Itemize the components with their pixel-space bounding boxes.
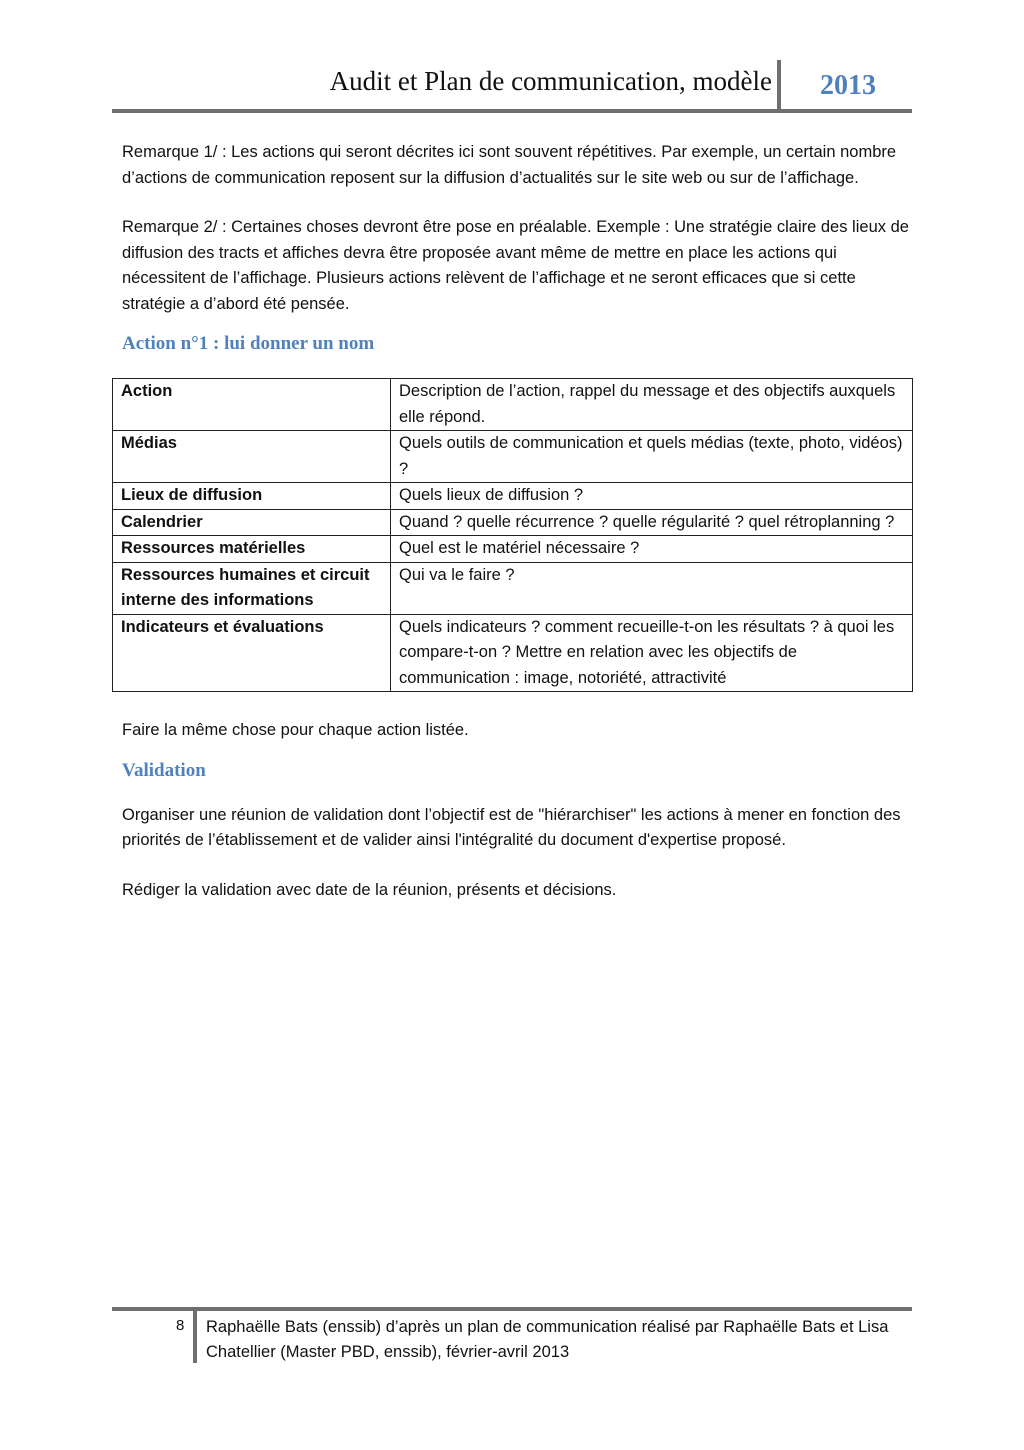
- footer-credits: Raphaëlle Bats (enssib) d’après un plan de communication réalisé par Raphaëlle Bats et Lisa Chatellier (Master PBD, enssib), février-avril 2013: [206, 1318, 889, 1361]
- validation-paragraph-2: Rédiger la validation avec date de la réunion, présents et décisions.: [122, 880, 617, 899]
- remark-1: Remarque 1/ : Les actions qui seront décrites ici sont souvent répétitives. Par exemple, un certain nombre d’actions de communication reposent sur la diffusion d’actualités sur le site web ou sur de l’affichage.: [122, 143, 897, 187]
- row-value: Quel est le matériel nécessaire ?: [391, 536, 913, 563]
- row-label: Médias: [113, 431, 391, 483]
- row-label: Indicateurs et évaluations: [113, 614, 391, 692]
- row-value: Description de l’action, rappel du message et des objectifs auxquels elle répond.: [391, 379, 913, 431]
- document-title: Audit et Plan de communication, modèle: [329, 66, 772, 96]
- header-divider: [777, 60, 781, 112]
- document-year: 2013: [820, 70, 876, 101]
- page-footer: [112, 1307, 912, 1367]
- row-value: Qui va le faire ?: [391, 562, 913, 614]
- row-value: Quels indicateurs ? comment recueille-t-on les résultats ? à quoi les compare-t-on ? Mettre en relation avec les objectifs de communication : image, notoriété, attractivité: [391, 614, 913, 692]
- validation-paragraph-1: Organiser une réunion de validation dont l’objectif est de "hiérarchiser" les actions à mener en fonction des priorités de l’établissement et de valider ainsi l'intégralité du document d'expertise proposé.: [122, 805, 901, 849]
- page-number: 8: [176, 1317, 185, 1334]
- action-table: [112, 378, 913, 692]
- table-row: [113, 483, 913, 510]
- page-header: [112, 60, 912, 112]
- table-row: [113, 509, 913, 536]
- row-label: Ressources humaines et circuit interne des informations: [113, 562, 391, 614]
- row-value: Quand ? quelle récurrence ? quelle régularité ? quel rétroplanning ?: [391, 509, 913, 536]
- row-value: Quels lieux de diffusion ?: [391, 483, 913, 510]
- table-row: [113, 431, 913, 483]
- remark-2: Remarque 2/ : Certaines choses devront être pose en préalable. Exemple : Une stratégie claire des lieux de diffusion des tracts et affiches devra être proposée avant même de mettre en place les actions qui nécessitent de l’affichage. Plusieurs actions relèvent de l’affichage et ne seront efficaces que si cette stratégie a d’abord été pensée.: [122, 218, 909, 313]
- table-row: [113, 562, 913, 614]
- validation-heading: Validation: [122, 759, 206, 781]
- footer-divider: [193, 1307, 197, 1363]
- table-row: [113, 379, 913, 431]
- row-label: Ressources matérielles: [113, 536, 391, 563]
- footer-rule: [112, 1307, 912, 1311]
- table-row: [113, 614, 913, 692]
- followup-text: Faire la même chose pour chaque action listée.: [122, 721, 469, 739]
- page-content: [122, 140, 912, 903]
- action-heading: Action n°1 : lui donner un nom: [122, 333, 375, 354]
- row-label: Action: [113, 379, 391, 431]
- table-row: [113, 536, 913, 563]
- row-label: Lieux de diffusion: [113, 483, 391, 510]
- row-label: Calendrier: [113, 509, 391, 536]
- row-value: Quels outils de communication et quels médias (texte, photo, vidéos) ?: [391, 431, 913, 483]
- header-rule: [112, 109, 912, 113]
